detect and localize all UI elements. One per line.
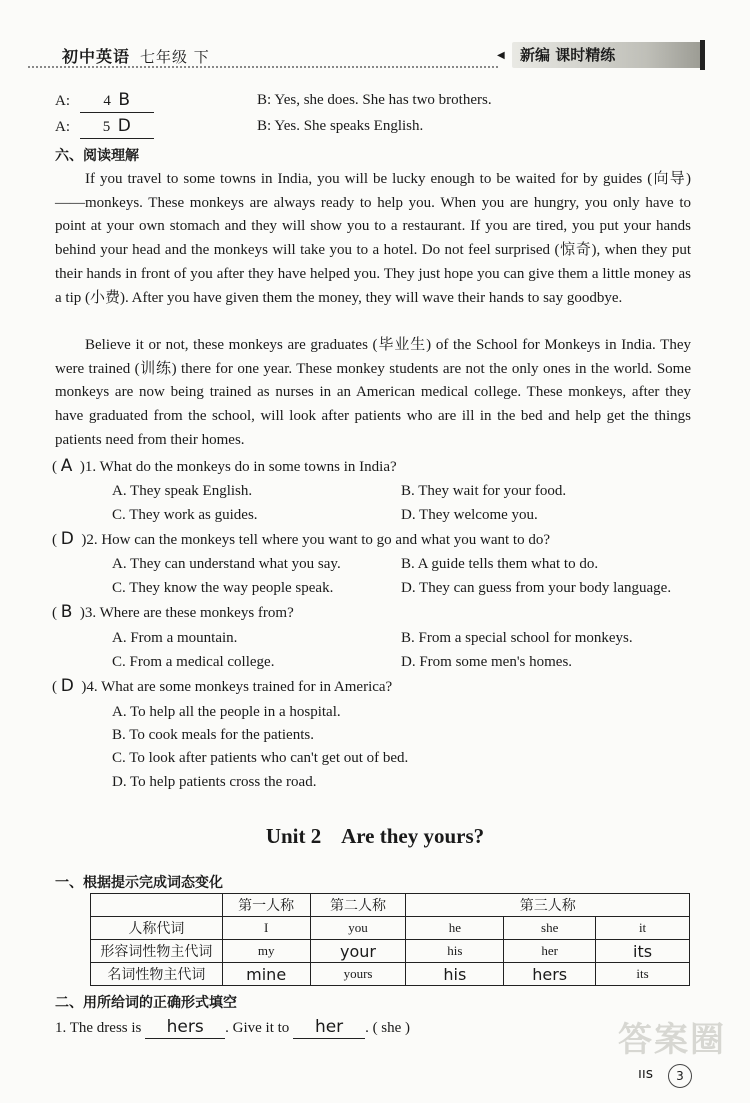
pronoun-table	[90, 893, 690, 986]
book-title	[62, 44, 210, 67]
question-3-answer: B	[60, 602, 73, 622]
matching-answer-blank: 4 B	[80, 89, 154, 113]
question-2-option-a: A. They can understand what you say.	[112, 556, 341, 572]
unit-title: Unit 2 Are they yours?	[265, 824, 485, 848]
fill-blank-1: 1. The dress is hers . Give it to her . ( she )	[55, 1017, 411, 1037]
footer-mark: ııs	[638, 1066, 654, 1082]
table-cell-handwritten: its	[596, 940, 690, 963]
question-1-option-b: B. They wait for your food.	[401, 483, 567, 499]
question-1-option-a: A. They speak English.	[112, 483, 253, 499]
table-header-third-person: 第三人称	[406, 894, 690, 917]
table-cell-handwritten: mine	[222, 963, 310, 986]
matching-response-5: B: Yes. She speaks English.	[257, 118, 424, 134]
question-1: ( A )1. What do the monkeys do in some towns in India?	[52, 456, 397, 476]
table-cell-handwritten: hers	[504, 963, 596, 986]
table-corner-cell	[91, 894, 223, 917]
question-2-answer: D	[60, 529, 74, 549]
table-cell: yours	[310, 963, 406, 986]
question-4-option-a: A. To help all the people in a hospital.	[112, 704, 341, 720]
table-cell: my	[222, 940, 310, 963]
question-1-answer: A	[60, 456, 73, 476]
question-1-option-c: C. They work as guides.	[112, 507, 258, 523]
passage-paragraph-1: If you travel to some towns in India, you will be lucky enough to be waited for by guides (向导)——monkeys. These monkeys are always ready to help you. When you are hungry, you only have to point at your own stomach and they will show you to a restaurant. If you are tired, you put your hands behind your head and the monkeys will take you to a hotel. Do not feel surprised (惊奇), when they put their hands in front of you after they have helped you. They just hope you can give them a little money as a tip (小费). After you have given them the money, they will wave their hands to say goodbye.	[55, 171, 691, 306]
table-cell: you	[310, 917, 406, 940]
fill-blank-answer-2: her	[293, 1016, 365, 1039]
header-divider	[28, 66, 498, 68]
page-number: 3	[668, 1064, 692, 1088]
question-4-option-c: C. To look after patients who can't get out of bed.	[112, 750, 409, 766]
matching-row-4: A: 4 B	[55, 89, 154, 113]
table-cell: its	[596, 963, 690, 986]
table-row	[91, 940, 690, 963]
matching-response-4: B: Yes, she does. She has two brothers.	[257, 92, 492, 108]
fill-blank-answer-1: hers	[145, 1016, 225, 1039]
table-header-second-person: 第二人称	[310, 894, 406, 917]
section-6-heading: 六、阅读理解	[55, 148, 139, 164]
table-cell: it	[596, 917, 690, 940]
question-1-option-d: D. They welcome you.	[401, 507, 538, 523]
question-3: ( B )3. Where are these monkeys from?	[52, 602, 294, 622]
book-subject: 初中英语	[62, 47, 131, 66]
header-arrow-icon: ◀	[497, 50, 505, 61]
table-row-label: 形容词性物主代词	[91, 940, 223, 963]
table-cell: she	[504, 917, 596, 940]
table-cell: his	[406, 940, 504, 963]
question-3-option-c: C. From a medical college.	[112, 654, 275, 670]
question-4-option-b: B. To cook meals for the patients.	[112, 727, 314, 743]
header-edge-bar	[700, 40, 705, 70]
table-cell: I	[222, 917, 310, 940]
table-cell: her	[504, 940, 596, 963]
book-grade: 七年级 下	[140, 48, 210, 66]
passage-paragraph-2: Believe it or not, these monkeys are graduates (毕业生) of the School for Monkeys in India. They were trained (训练) there for one year. These monkey students are not the only ones in the world. Some monkeys are now being trained as nurses in an American medical college. These monkeys, after they have graduated from the school, will look after patients who are ill in the bed and help get the things patients need from their homes.	[55, 337, 691, 448]
matching-row-5: A: 5 D	[55, 115, 154, 139]
question-3-option-d: D. From some men's homes.	[401, 654, 573, 670]
table-cell-handwritten: his	[406, 963, 504, 986]
question-3-option-a: A. From a mountain.	[112, 630, 238, 646]
table-row	[91, 917, 690, 940]
table-row	[91, 963, 690, 986]
question-2: ( D )2. How can the monkeys tell where you want to go and what you want to do?	[52, 529, 550, 549]
question-4-option-d: D. To help patients cross the road.	[112, 774, 317, 790]
series-banner: 新编 课时精练	[512, 42, 704, 68]
table-cell: he	[406, 917, 504, 940]
table-row-label: 人称代词	[91, 917, 223, 940]
table-row-label: 名词性物主代词	[91, 963, 223, 986]
matching-answer-blank: 5 D	[80, 115, 154, 139]
section-2-heading: 二、用所给词的正确形式填空	[55, 995, 237, 1011]
question-2-option-d: D. They can guess from your body language.	[401, 580, 672, 596]
table-header-first-person: 第一人称	[222, 894, 310, 917]
question-2-option-c: C. They know the way people speak.	[112, 580, 334, 596]
question-4-answer: D	[60, 676, 74, 696]
section-1-heading: 一、根据提示完成词态变化	[55, 875, 223, 891]
question-3-option-b: B. From a special school for monkeys.	[401, 630, 633, 646]
question-2-option-b: B. A guide tells them what to do.	[401, 556, 599, 572]
table-cell-handwritten: your	[310, 940, 406, 963]
question-4: ( D )4. What are some monkeys trained for in America?	[52, 676, 393, 696]
table-row	[91, 894, 690, 917]
watermark-logo: 答案圈	[618, 1020, 726, 1060]
